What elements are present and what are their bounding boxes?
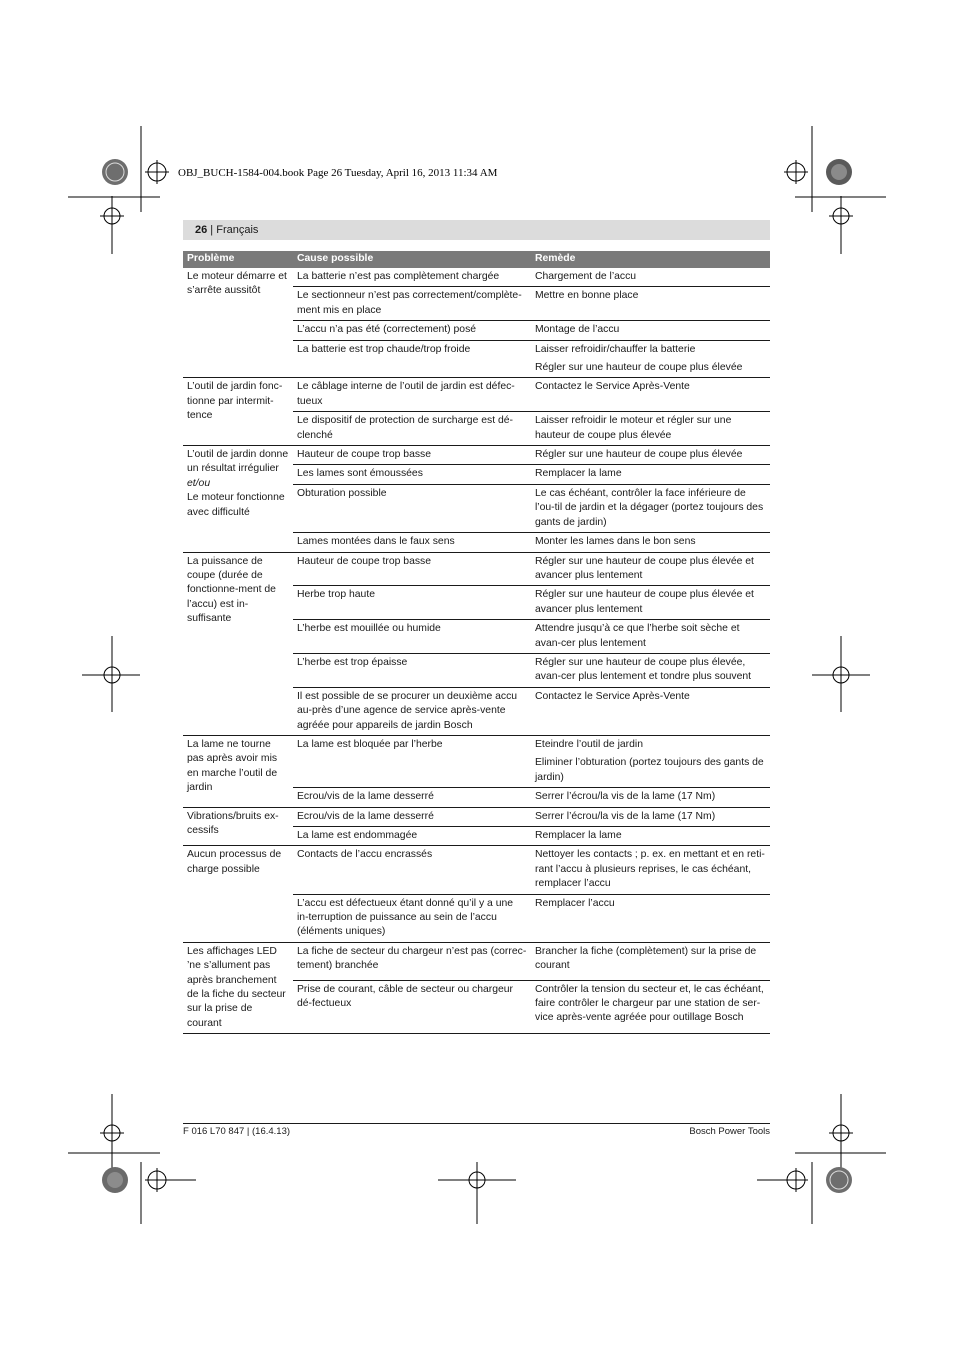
problem-cell [183, 846, 293, 942]
cause-cell: L’accu est défectueux étant donné qu’il y a une in-terruption de puissance au sein de l’accu (éléments uniques) [293, 894, 531, 942]
remedy-text: Remplacer la lame [535, 468, 622, 480]
remedy-cell [531, 894, 770, 942]
problem-text: Vibrations/bruits ex-cessifs [187, 810, 279, 836]
cause-cell: Herbe trop haute [293, 586, 531, 620]
remedy-text: Régler sur une hauteur de coupe plus élevée et avancer plus lentement [535, 589, 754, 615]
header-cause: Cause possible [293, 251, 531, 268]
table-row [183, 446, 770, 465]
cause-cell: La fiche de secteur du chargeur n’est pas (correc-tement) branchée [293, 942, 531, 980]
remedy-cell [531, 827, 770, 846]
problem-conjunction: et/ou [187, 477, 211, 489]
table-row [183, 942, 770, 980]
remedy-cell [531, 980, 770, 1034]
cause-cell: Les lames sont émoussées [293, 465, 531, 484]
remedy-cell [531, 268, 770, 287]
problem-cell [183, 807, 293, 846]
remedy-cell [531, 287, 770, 321]
problem-text: La lame ne tourne pas après avoir mis en marche l’outil de jardin [187, 738, 278, 794]
remedy-cell [531, 412, 770, 446]
problem-cell [183, 446, 293, 552]
remedy-cell [531, 465, 770, 484]
cause-cell: La lame est endommagée [293, 827, 531, 846]
remedy-text: Régler sur une hauteur de coupe plus élevée et avancer plus lentement [535, 555, 754, 581]
troubleshooting-table [183, 251, 770, 1034]
problem-cell [183, 735, 293, 807]
cause-cell: Contacts de l’accu encrassés [293, 846, 531, 894]
table-row [183, 735, 770, 787]
header-problem: Problème [183, 251, 293, 268]
problem-text: La puissance de coupe (durée de fonctionne-ment de l’accu) est in-suffisante [187, 555, 276, 625]
cause-cell: L’accu n’a pas été (correctement) posé [293, 321, 531, 340]
page-label [195, 224, 258, 236]
remedy-text: Régler sur une hauteur de coupe plus élevée [535, 449, 743, 461]
problem-text: L’outil de jardin fonc-tionne par intermit-tence [187, 381, 283, 422]
cause-cell: L’herbe est mouillée ou humide [293, 620, 531, 654]
footer-doc-number: F 016 L70 847 | (16.4.13) [183, 1126, 291, 1137]
footer-brand: Bosch Power Tools [689, 1126, 770, 1137]
remedy-text: Montage de l’accu [535, 324, 620, 336]
remedy-cell [531, 321, 770, 340]
cause-cell: Le câblage interne de l’outil de jardin est défec-tueux [293, 378, 531, 412]
remedy-cell [531, 552, 770, 586]
page-separator: | [207, 224, 217, 236]
cause-cell: Il est possible de se procurer un deuxième accu au-près d’une agence de service après-vente agréée pour appareils de jardin Bosch [293, 687, 531, 735]
remedy-cell [531, 653, 770, 687]
problem-text: Aucun processus de charge possible [187, 849, 282, 875]
cause-cell: Obturation possible [293, 484, 531, 532]
remedy-text: Remplacer la lame [535, 830, 622, 841]
remedy-cell [531, 586, 770, 620]
remedy-text: Contactez le Service Après-Vente [535, 690, 690, 702]
cause-cell: Le sectionneur n’est pas correctement/complète-ment mis en place [293, 287, 531, 321]
remedy-cell [531, 533, 770, 552]
page-language: Français [216, 224, 259, 236]
remedy-text: Remplacer l’accu [535, 897, 615, 909]
cause-cell: Ecrou/vis de la lame desserré [293, 807, 531, 826]
remedy-cell [531, 620, 770, 654]
remedy-cell [531, 484, 770, 532]
remedy-text: Eteindre l’outil de jardin [535, 738, 644, 750]
table-row [183, 378, 770, 412]
print-header: OBJ_BUCH-1584-004.book Page 26 Tuesday, April 16, 2013 11:34 AM [178, 167, 498, 179]
remedy-cell [531, 340, 770, 378]
cause-cell: La batterie est trop chaude/trop froide [293, 340, 531, 378]
remedy-cell [531, 942, 770, 980]
page-number: 26 [195, 224, 208, 236]
problem-cell [183, 268, 293, 378]
header-remedy: Remède [531, 251, 770, 268]
page-header-bar [183, 220, 770, 240]
remedy-text: Régler sur une hauteur de coupe plus élevée, avan-cer plus lentement et tondre plus souvent [535, 656, 752, 683]
cause-cell: La lame est bloquée par l’herbe [293, 735, 531, 787]
remedy-text: Monter les lames dans le bon sens [535, 536, 696, 548]
cause-cell: La batterie n’est pas complètement chargée [293, 268, 531, 287]
problem-cell [183, 552, 293, 735]
remedy-text: Serrer l’écrou/la vis de la lame (17 Nm) [535, 810, 716, 822]
table-row [183, 268, 770, 287]
problem-text: Le moteur démarre et s’arrête aussitôt [187, 271, 287, 297]
cause-cell: Hauteur de coupe trop basse [293, 446, 531, 465]
remedy-cell [531, 788, 770, 807]
remedy-text: Régler sur une hauteur de coupe plus élevée [535, 362, 743, 374]
remedy-text: Laisser refroidir/chauffer la batterie [535, 343, 696, 355]
table-row [183, 552, 770, 586]
remedy-cell [531, 735, 770, 787]
remedy-text: Mettre en bonne place [535, 290, 639, 302]
problem-text: Les affichages LED ’ne s’allument pas après branchement de la fiche du secteur sur la prise de courant [187, 945, 286, 1029]
remedy-text: Nettoyer les contacts ; p. ex. en mettant et en reti-rant l’accu à plusieurs reprises, le cas échéant, remplacer l’accu [535, 849, 765, 890]
cause-cell: Hauteur de coupe trop basse [293, 552, 531, 586]
problem-text: L’outil de jardin donne un résultat irrégulier [187, 449, 289, 475]
remedy-cell [531, 378, 770, 412]
problem-cell [183, 378, 293, 446]
remedy-cell [531, 807, 770, 826]
table-row [183, 807, 770, 826]
problem-text-secondary: Le moteur fonctionne avec difficulté [187, 492, 285, 518]
remedy-text: Eliminer l’obturation (portez toujours des gants de jardin) [535, 757, 764, 783]
cause-cell: Ecrou/vis de la lame desserré [293, 788, 531, 807]
remedy-text: Contrôler la tension du secteur et, le cas échéant, faire contrôler le chargeur par une station de ser-vice après-vente agréée pour outillage Bosch [535, 983, 764, 1024]
cause-cell: L’herbe est trop épaisse [293, 653, 531, 687]
footer-rule [183, 1123, 770, 1124]
remedy-text: Serrer l’écrou/la vis de la lame (17 Nm) [535, 791, 716, 803]
remedy-text: Attendre jusqu’à ce que l’herbe soit sèche et avan-cer plus lentement [535, 623, 740, 649]
cause-cell: Lames montées dans le faux sens [293, 533, 531, 552]
table-header-row [183, 251, 770, 268]
remedy-text: Chargement de l’accu [535, 271, 637, 282]
problem-cell [183, 942, 293, 1033]
cause-cell: Le dispositif de protection de surcharge est dé-clenché [293, 412, 531, 446]
remedy-cell [531, 846, 770, 894]
remedy-cell [531, 446, 770, 465]
remedy-text: Contactez le Service Après-Vente [535, 381, 690, 393]
cause-cell: Prise de courant, câble de secteur ou chargeur dé-fectueux [293, 980, 531, 1034]
remedy-text: Laisser refroidir le moteur et régler sur une hauteur de coupe plus élevée [535, 415, 732, 441]
remedy-text: Brancher la fiche (complètement) sur la prise de courant [535, 945, 757, 972]
remedy-cell [531, 687, 770, 735]
table-row [183, 846, 770, 894]
remedy-text: Le cas échéant, contrôler la face inférieure de l’ou-til de jardin et la dégager (portez toujours des gants de jardin) [535, 487, 764, 528]
